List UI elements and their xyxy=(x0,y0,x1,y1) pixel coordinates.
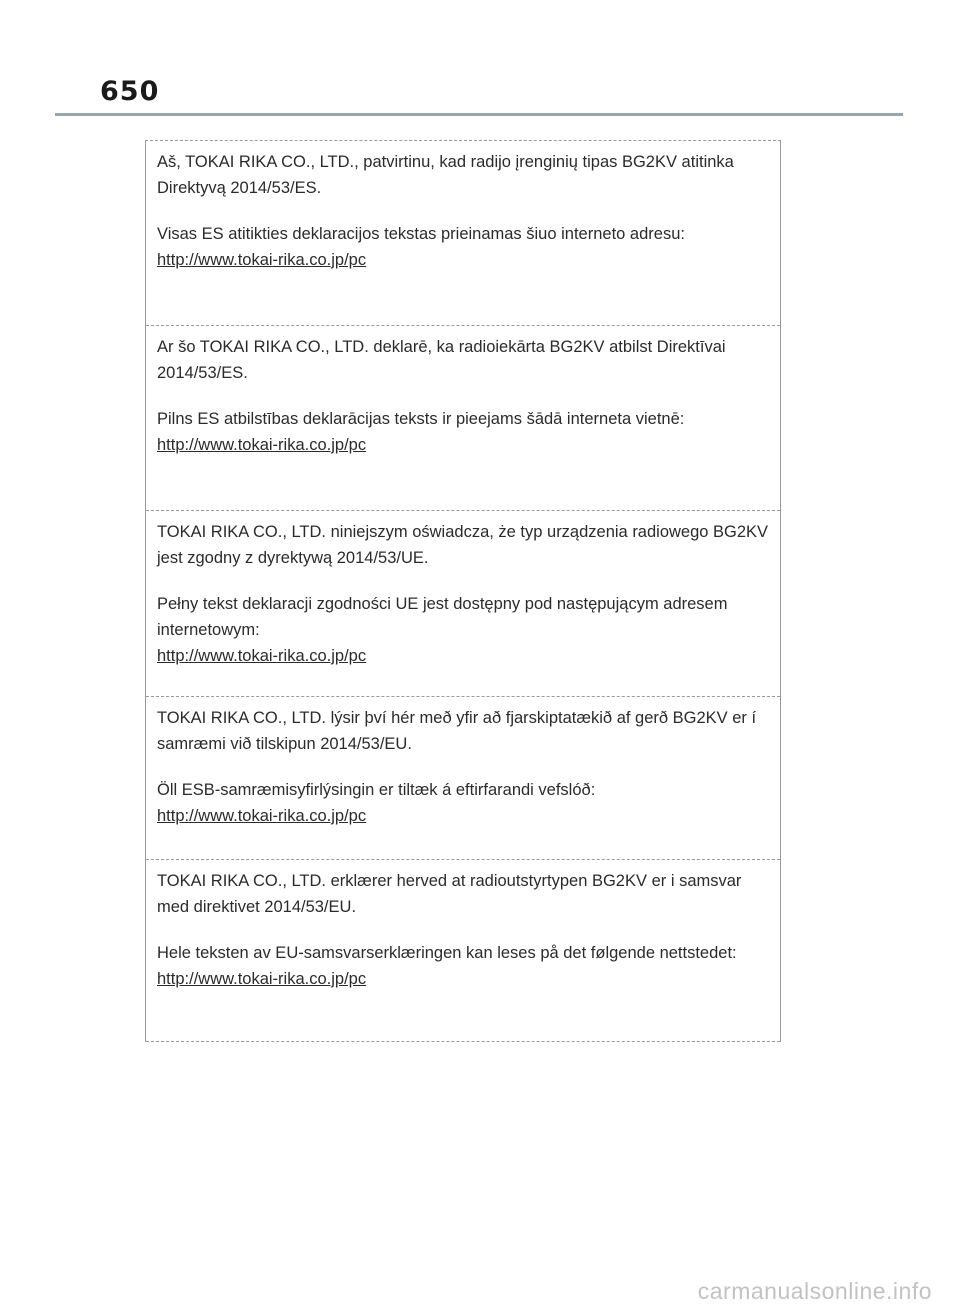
declaration-cell-latvian xyxy=(146,326,780,511)
declaration-table xyxy=(145,140,781,1042)
declaration-cell-polish xyxy=(146,511,780,697)
declaration-cell-norwegian xyxy=(146,860,780,1042)
declaration-availability: Visas ES atitikties deklaracijos tekstas prieinamas šiuo interneto adresu: xyxy=(157,225,685,243)
declaration-url-link[interactable]: http://www.tokai-rika.co.jp/pc xyxy=(157,970,367,988)
declaration-statement: Aš, TOKAI RIKA CO., LTD., patvirtinu, kad radijo įrenginių tipas BG2KV atitinka Direktyvą 2014/53/ES. xyxy=(157,153,734,197)
declaration-availability: Hele teksten av EU-samsvarserklæringen kan leses på det følgende nettstedet: xyxy=(157,944,737,962)
declaration-statement: TOKAI RIKA CO., LTD. niniejszym oświadcza, że typ urządzenia radiowego BG2KV jest zgodny z dyrektywą 2014/53/UE. xyxy=(157,523,769,567)
declaration-cell-icelandic xyxy=(146,697,780,860)
declaration-statement: Ar šo TOKAI RIKA CO., LTD. deklarē, ka radioiekārta BG2KV atbilst Direktīvai 2014/53/ES. xyxy=(157,338,726,382)
declaration-url-link[interactable]: http://www.tokai-rika.co.jp/pc xyxy=(157,251,367,269)
watermark: carmanualsonline.info xyxy=(697,1278,932,1304)
declaration-statement: TOKAI RIKA CO., LTD. erklærer herved at radioutstyrtypen BG2KV er i samsvar med direktivet 2014/53/EU. xyxy=(157,872,742,916)
declaration-availability: Öll ESB-samræmisyfirlýsingin er tiltæk á eftirfarandi vefslóð: xyxy=(157,781,596,799)
declaration-availability: Pełny tekst deklaracji zgodności UE jest dostępny pod następującym adresem internetowym: xyxy=(157,595,728,639)
header-rule xyxy=(55,113,903,116)
declaration-url-link[interactable]: http://www.tokai-rika.co.jp/pc xyxy=(157,436,367,454)
declaration-cell-lithuanian xyxy=(146,141,780,326)
declaration-url-link[interactable]: http://www.tokai-rika.co.jp/pc xyxy=(157,647,367,665)
declaration-availability: Pilns ES atbilstības deklarācijas teksts ir pieejams šādā interneta vietnē: xyxy=(157,410,685,428)
declaration-statement: TOKAI RIKA CO., LTD. lýsir því hér með yfir að fjarskiptatækið af gerð BG2KV er í samræmi við tilskipun 2014/53/EU. xyxy=(157,709,757,753)
declaration-url-link[interactable]: http://www.tokai-rika.co.jp/pc xyxy=(157,807,367,825)
page-number: 650 xyxy=(100,76,160,107)
